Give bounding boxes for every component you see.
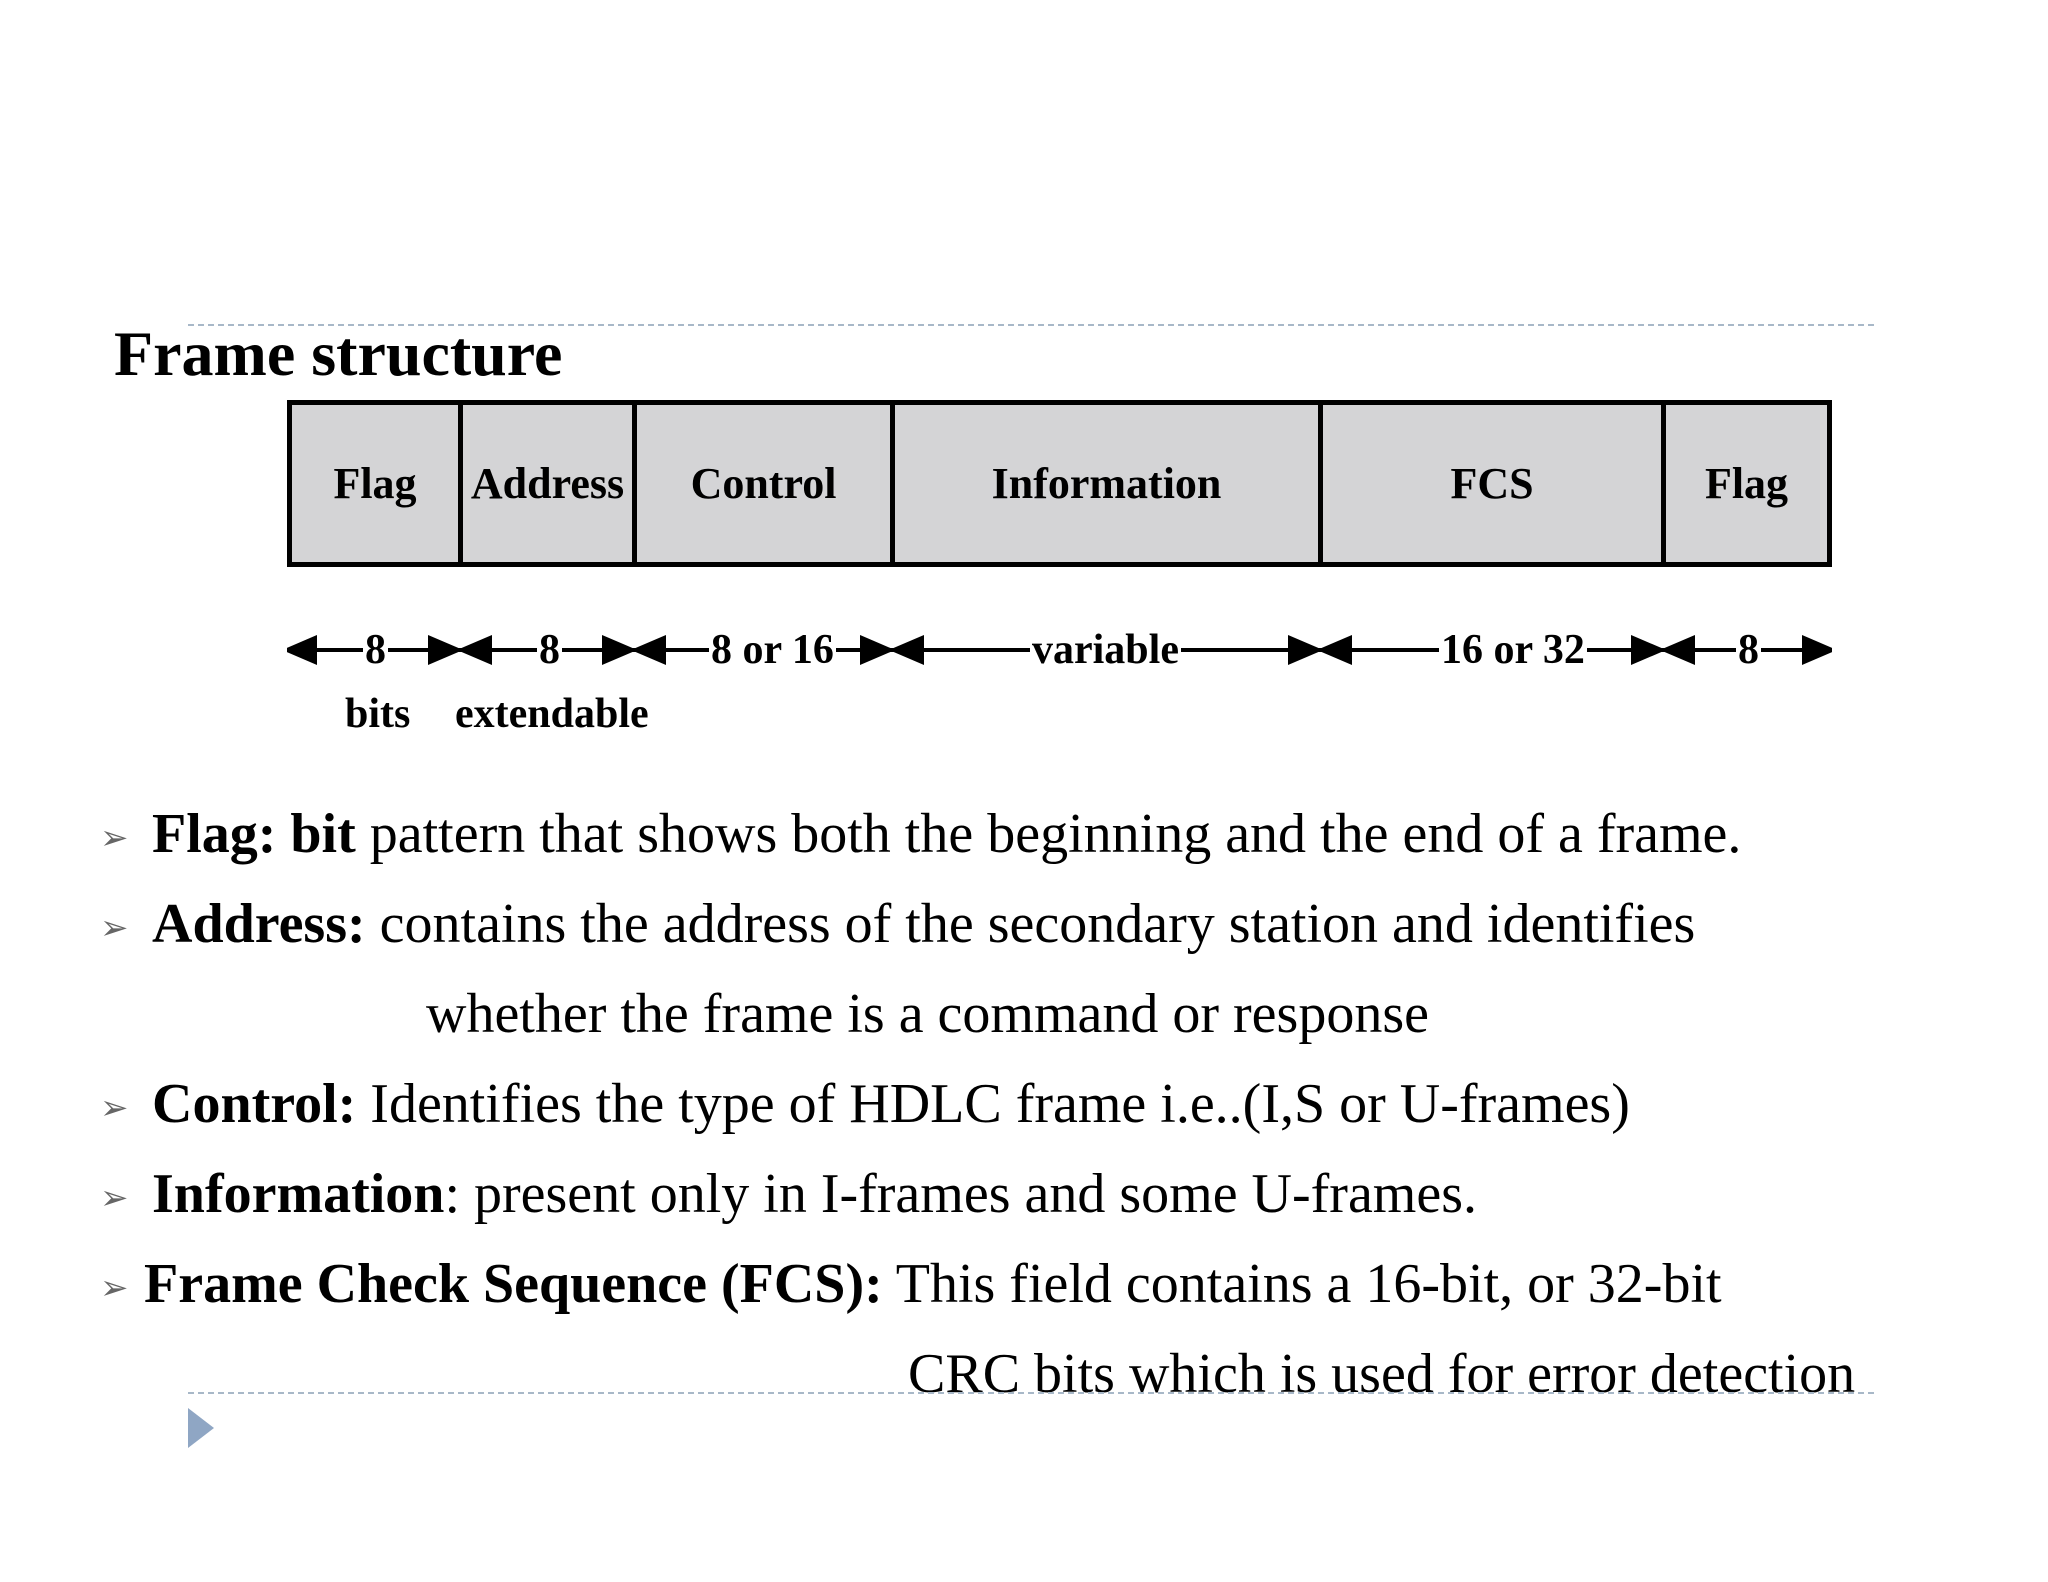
size-label-address: 8 (537, 622, 562, 678)
bullet-information: Information: present only in I-frames and some U-frames. (152, 1163, 1478, 1225)
arrow-bullet-icon: ➢ (100, 908, 129, 948)
arrow-bullet-icon: ➢ (100, 1178, 129, 1218)
size-label-flag: 8 (363, 622, 388, 678)
arrow-bullet-icon: ➢ (100, 1268, 129, 1308)
size-label-control: 8 or 16 (709, 622, 836, 678)
frame-field-address: Address (463, 405, 637, 562)
frame-field-fcs: FCS (1323, 405, 1666, 562)
bullet-flag: Flag: bit pattern that shows both the beginning and the end of a frame. (152, 803, 1742, 865)
bullet-fcs: Frame Check Sequence (FCS): This field contains a 16-bit, or 32-bit (144, 1253, 1722, 1315)
arrow-bullet-icon: ➢ (100, 818, 129, 858)
frame-field-control: Control (637, 405, 895, 562)
frame-field-flag-start: Flag (292, 405, 463, 562)
slide-title: Frame structure (114, 318, 563, 389)
size-label-information: variable (1030, 622, 1181, 678)
frame-field-flag-end: Flag (1666, 405, 1827, 562)
bullet-fcs-continuation: CRC bits which is used for error detection (908, 1343, 1856, 1405)
size-label-fcs: 16 or 32 (1439, 622, 1587, 678)
size-unit-extendable: extendable (455, 691, 649, 737)
bullet-address-continuation: whether the frame is a command or response (426, 983, 1429, 1045)
size-label-flag-end: 8 (1736, 622, 1761, 678)
hdlc-frame-diagram (287, 400, 1832, 567)
bullet-control: Control: Identifies the type of HDLC frame i.e..(I,S or U-frames) (152, 1073, 1630, 1135)
bullet-address: Address: contains the address of the secondary station and identifies (152, 893, 1696, 955)
arrow-bullet-icon: ➢ (100, 1088, 129, 1128)
size-unit-bits: bits (345, 691, 411, 737)
frame-field-information: Information (895, 405, 1323, 562)
play-triangle-icon (188, 1408, 214, 1448)
field-size-row (287, 622, 1832, 682)
bottom-dashed-divider (188, 1392, 1874, 1394)
